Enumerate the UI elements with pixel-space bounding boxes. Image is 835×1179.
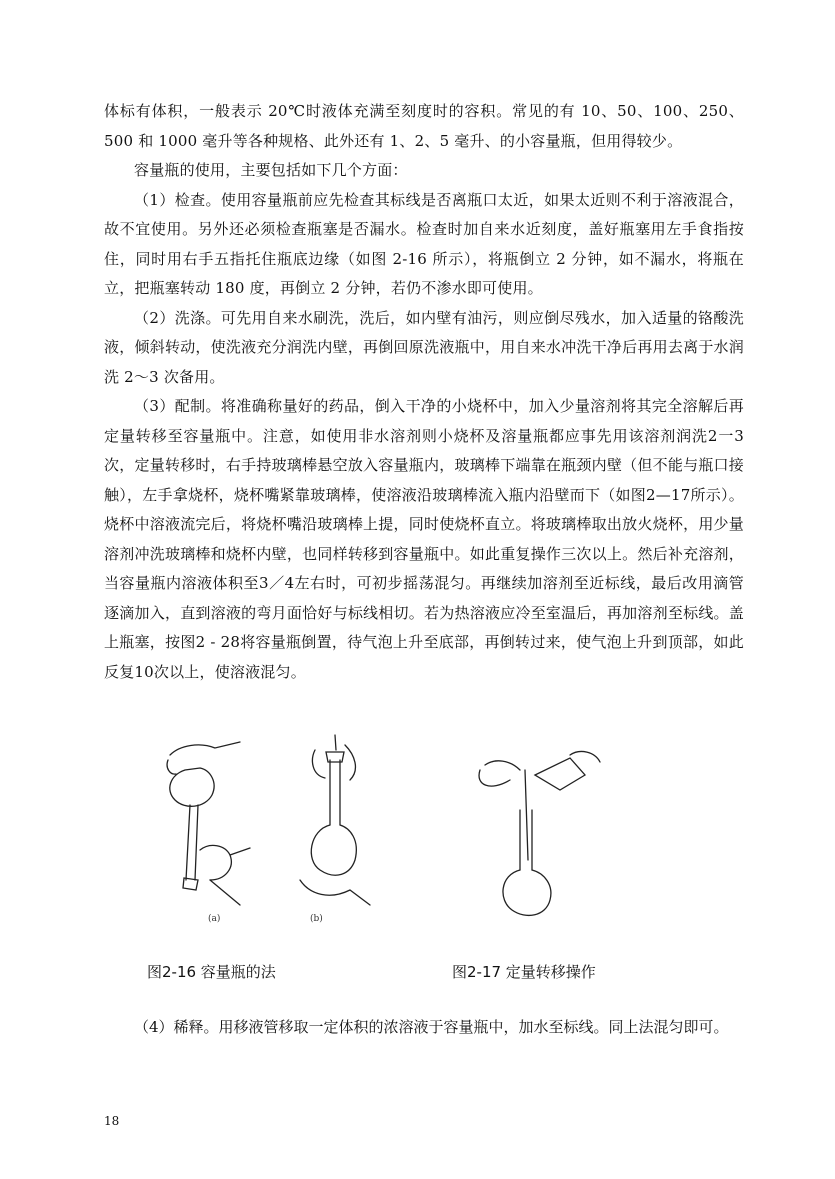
- figure-area: [140, 730, 640, 930]
- paragraph-dilution: （4）稀释。用移液管移取一定体积的浓溶液于容量瓶中，加水至标线。同上法混匀即可。: [134, 1018, 729, 1036]
- figure-b-label: (b): [310, 914, 323, 924]
- paragraph-intro: 体标有体积，一般表示 20℃时液体充满至刻度时的容积。常见的有 10、50、100、250、500 和 1000 毫升等各种规格、此外还有 1、2、5 毫升、的小容量瓶，但用得较少。: [104, 102, 744, 150]
- figure-a-illustration: [167, 742, 250, 905]
- flask-illustrations: [140, 730, 640, 930]
- figure-a-label: (a): [208, 914, 221, 924]
- paragraph-prepare: （3）配制。将准确称量好的药品，倒入干净的小烧杯中，加入少量溶剂将其完全溶解后再定量转移至容量瓶中。注意，如使用非水溶剂则小烧杯及溶量瓶都应事先用该溶剂润洗2一3次，定量转移时，右手持玻璃棒悬空放入容量瓶内，玻璃棒下端靠在瓶颈内壁（但不能与瓶口接触），左手拿烧杯，烧杯嘴紧靠玻璃棒，使溶液沿玻璃棒流入瓶内沿壁而下（如图2—17所示）。烧杯中溶液流完后，将烧杯嘴沿玻璃棒上提，同时使烧杯直立。将玻璃棒取出放火烧杯，用少量溶剂冲洗玻璃棒和烧杯内壁，也同样转移到容量瓶中。如此重复操作三次以上。然后补充溶剂，当容量瓶内溶液体积至3／4左右时，可初步摇荡混匀。再继续加溶剂至近标线，最后改用滴管逐滴加入，直到溶液的弯月面恰好与标线相切。若为热溶液应冷至室温后，再加溶剂至标线。盖上瓶塞，按图2 - 28将容量瓶倒置，待气泡上升至底部，再倒转过来，使气泡上升到顶部，如此反复10次以上，使溶液混匀。: [104, 397, 744, 681]
- page-number: 18: [104, 1114, 120, 1128]
- paragraph-check: （1）检查。使用容量瓶前应先检查其标线是否离瓶口太近，如果太近则不利于溶液混合，故不宜使用。另外还必须检查瓶塞是否漏水。检查时加自来水近刻度，盖好瓶塞用左手食指按住，同时用右手五指托住瓶底边缘（如图 2-16 所示），将瓶倒立 2 分钟，如不漏水，将瓶在立，把瓶塞转动 180 度，再倒立 2 分钟，若仍不渗水即可使用。: [104, 190, 744, 297]
- body-text: [104, 97, 744, 687]
- paragraph-usage-heading: 容量瓶的使用，主要包括如下几个方面：: [134, 161, 408, 179]
- paragraph-wash: （2）洗涤。可先用自来水刷洗，洗后，如内壁有油污，则应倒尽残水，加入适量的铬酸洗液，倾斜转动，使洗液充分润洗内壁，再倒回原洗液瓶中，用自来水冲洗干净后再用去离于水润洗 2～3 次备用。: [104, 308, 744, 386]
- figure-2-17-illustration: [479, 751, 600, 915]
- figure-caption-left: 图2-16 容量瓶的法: [147, 963, 276, 981]
- figure-caption-right: 图2-17 定量转移操作: [452, 963, 596, 981]
- figure-b-illustration: [300, 735, 370, 905]
